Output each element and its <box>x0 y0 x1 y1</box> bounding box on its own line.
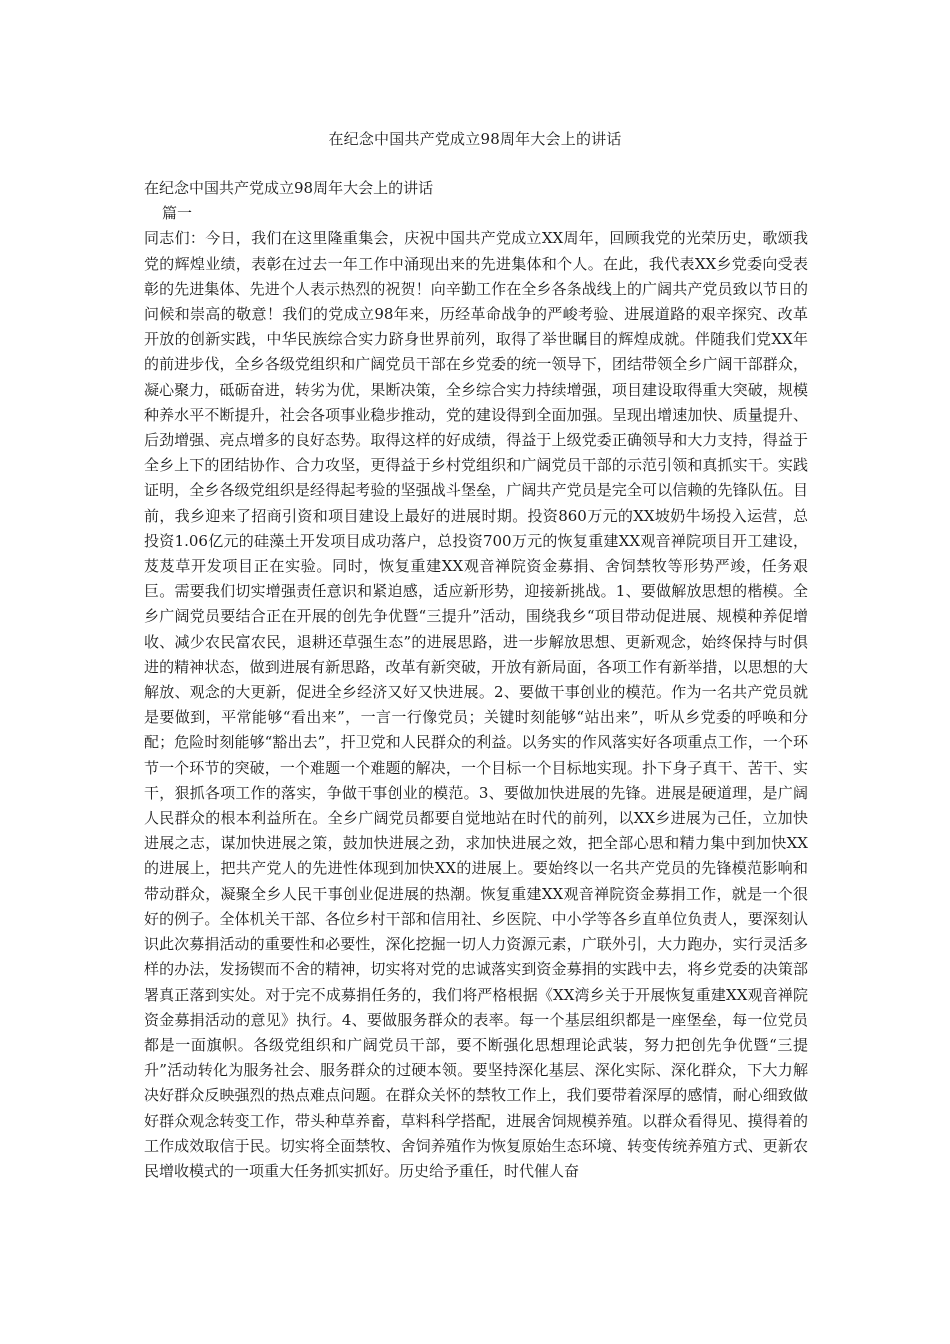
document-title: 在纪念中国共产党成立98周年大会上的讲话 <box>144 179 434 197</box>
section-label: 篇一 <box>162 204 193 223</box>
page-header-title: 在纪念中国共产党成立98周年大会上的讲话 <box>328 130 622 148</box>
body-paragraph: 同志们：今日，我们在这里隆重集会，庆祝中国共产党成立XX周年，回顾我党的光荣历史，歌颂我党的辉煌业绩，表彰在过去一年工作中涌现出来的先进集体和个人。在此，我代表XX乡党委向受表彰的先进集体、先进个人表示热烈的祝贺！向辛勤工作在全乡各条战线上的广阔共产党员致以节日的问候和崇高的敬意！我们的党成立98年来，历经革命战争的严峻考验、进展道路的艰辛探究、改革开放的创新实践，中华民族综合实力跻身世界前列，取得了举世瞩目的辉煌成就。伴随我们党XX年的前进步伐，全乡各级党组织和广阔党员干部在乡党委的统一领导下，团结带领全乡广阔干部群众，凝心聚力，砥砺奋进，转劣为优，果断决策，全乡综合实力持续增强，项目建设取得重大突破，规模种养水平不断提升，社会各项事业稳步推动，党的建设得到全面加强。呈现出增速加快、质量提升、后劲增强、亮点增多的良好态势。取得这样的好成绩，得益于上级党委正确领导和大力支持，得益于全乡上下的团结协作、合力攻坚，更得益于乡村党组织和广阔党员干部的示范引领和真抓实干。实践证明，全乡各级党组织是经得起考验的坚强战斗堡垒，广阔共产党员是完全可以信赖的先锋队伍。目前，我乡迎来了招商引资和项目建设上最好的进展时期。投资860万元的XX坡奶牛场投入运营，总投资1.06亿元的硅藻土开发项目成功落户，总投资700万元的恢复重建XX观音禅院项目开工建设，芨芨草开发项目正在实验。同时，恢复重建XX观音禅院资金募捐、舍饲禁牧等形势严竣，任务艰巨。需要我们切实增强责任意识和紧迫感，适应新形势，迎接新挑战。1、要做解放思想的楷模。全乡广阔党员要结合正在开展的创先争优暨“三提升”活动，围绕我乡“项目带动促进展、规模种养促增收、减少农民富农民，退耕还草强生态”的进展思路，进一步解放思想、更新观念，始终保持与时俱进的精神状态，做到进展有新思路，改革有新突破，开放有新局面，各项工作有新举措，以思想的大解放、观念的大更新，促进全乡经济又好又快进展。2、要做干事创业的模范。作为一名共产党员就是要做到，平常能够“看出来”，一言一行像党员；关键时刻能够“站出来”，听从乡党委的呼唤和分配；危险时刻能够“豁出去”，扞卫党和人民群众的利益。以务实的作风落实好各项重点工作，一个环节一个环节的突破，一个难题一个难题的解决，一个目标一个目标地实现。扑下身子真干、苦干、实干，狠抓各项工作的落实，争做干事创业的模范。3、要做加快进展的先锋。进展是硬道理，是广阔人民群众的根本利益所在。全乡广阔党员都要自觉地站在时代的前列，以XX乡进展为己任，立加快进展之志，谋加快进展之策，鼓加快进展之劲，求加快进展之效，把全部心思和精力集中到加快XX的进展上，把共产党人的先进性体现到加快XX的进展上。要始终以一名共产党员的先锋模范影响和带动群众，凝聚全乡人民干事创业促进展的热潮。恢复重建XX观音禅院资金募捐工作，就是一个很好的例子。全体机关干部、各位乡村干部和信用社、乡医院、中小学等各乡直单位负责人，要深刻认识此次募捐活动的重要性和必要性，深化挖掘一切人力资源元素，广联外引，大力跑办，实行灵活多样的办法，发扬锲而不舍的精神，切实将对党的忠诚落实到资金募捐的实践中去，将乡党委的决策部署真正落到实处。对于完不成募捐任务的，我们将严格根据《XX湾乡关于开展恢复重建XX观音禅院资金募捐活动的意见》执行。4、要做服务群众的表率。每一个基层组织都是一座堡垒，每一位党员都是一面旗帜。各级党组织和广阔党员干部，要不断强化思想理论武装，努力把创先争优暨“三提升”活动转化为服务社会、服务群众的过硬本领。要坚持深化基层、深化实际、深化群众，下大力解决好群众反映强烈的热点难点问题。在群众关怀的禁牧工作上，我们要带着深厚的感情，耐心细致做好群众观念转变工作，带头种草养畜，草料科学搭配，进展舍饲规模养殖。以群众看得见、摸得着的工作成效取信于民。切实将全面禁牧、舍饲养殖作为恢复原始生态环境、转变传统养殖方式、更新农民增收模式的一项重大任务抓实抓好。历史给予重任，时代催人奋 <box>144 229 808 1180</box>
document-body <box>144 176 808 1184</box>
